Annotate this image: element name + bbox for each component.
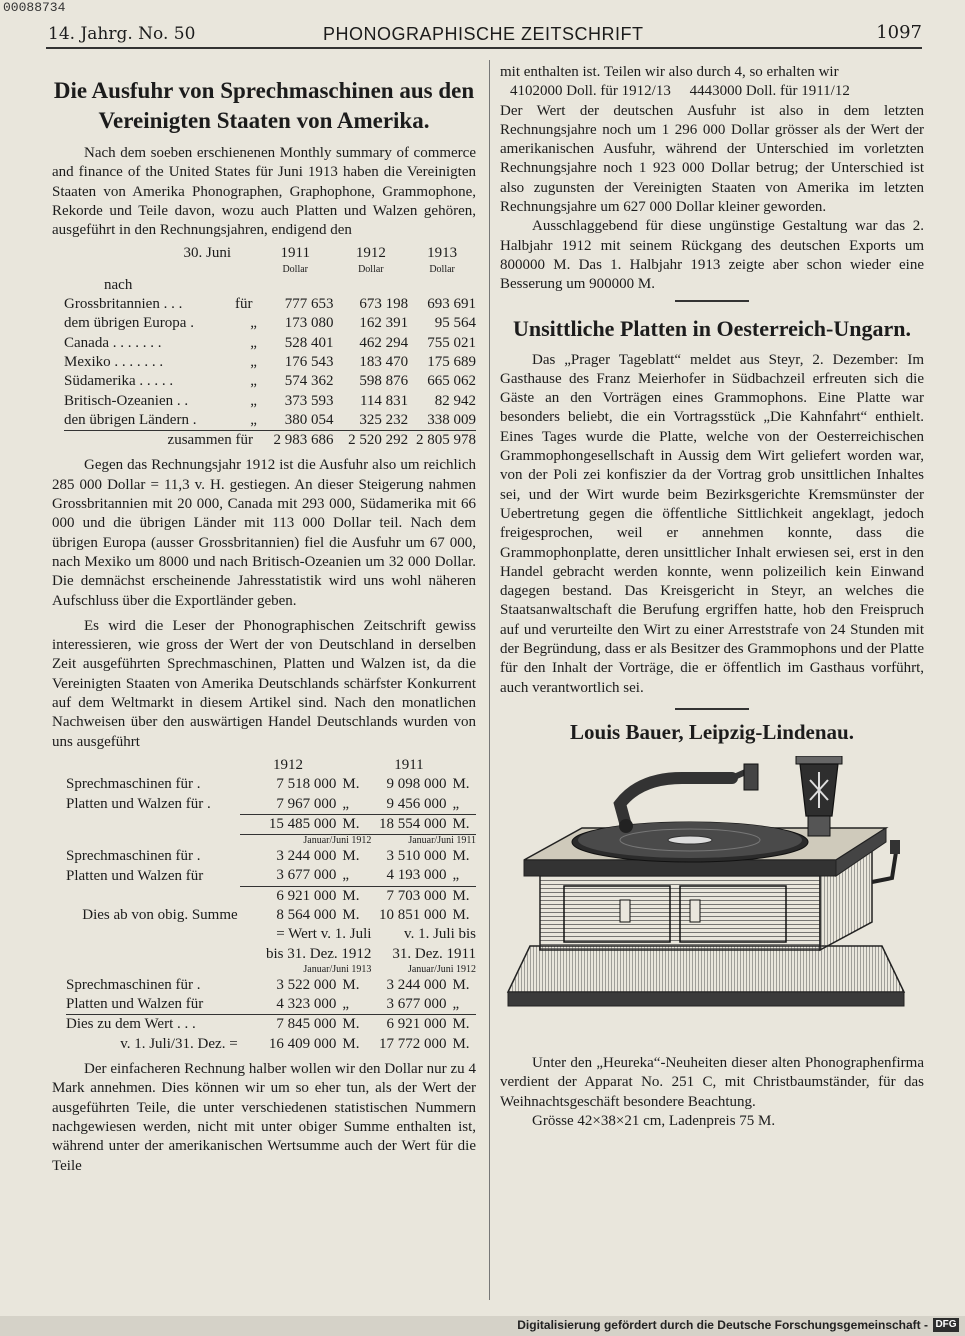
table-row: Dies zu dem Wert . . . 7 845 000 M. 6 921 000 M. <box>66 1015 476 1035</box>
table-row: Dies ab von obig. Summe 8 564 000 M. 10 851 000 M. <box>82 906 470 923</box>
table-row: Sprechmaschinen für . 7 518 000 M. 9 098 000 M. <box>66 776 470 793</box>
total-row: zusammen für 2 983 686 2 520 292 2 805 978 <box>64 431 476 451</box>
result-line: 4102000 Doll. für 1912/13 4443000 Doll. für 1911/12 <box>510 83 850 100</box>
german-export-table: 1912 1911 Sprechmaschinen für . 7 518 000 M. 9 098 000 M. Platten und Walzen für . 7 967 000 „ 9 456 000 „ 15 485 000 M. 18 554 000 M. Januar/Juni 1912 Januar/Juni 1911 Sprechmaschinen für . 3 244 000 M. 3 510 000 M. Platten und Walzen für 3 677 000 „ 4 193 000 „ 6 921 000 M. 7 703 000 M. Dies ab von obig. Summe 8 564 000 M. 10 851 000 M. = Wert v. 1. Juli v. 1. Juli bis bis 31. Dez. 1912 31. Dez. 1911 Januar/Juni 1913 Januar/Juni 1912 Sprechmaschinen für . 3 522 000 M. 3 244 000 M. Platten und Walzen für 4 323 000 „ 3 677 000 „ Dies zu dem Wert . . . 7 845 000 M. 6 921 000 M. v. 1. Juli/31. Dez. = 16 409 000 M. 17 772 000 M. <box>66 756 476 1054</box>
section-divider <box>675 708 749 710</box>
right-column <box>500 63 924 1131</box>
table-row: Sprechmaschinen für . 3 522 000 M. 3 244 000 M. <box>66 976 470 993</box>
table-row: Platten und Walzen für 3 677 000 „ 4 193 000 „ <box>66 867 460 884</box>
nach-label: nach <box>104 276 133 293</box>
table-row: dem übrigen Europa . „ 173 080 162 391 95 564 <box>64 315 476 332</box>
table-row: Canada . . . . . . . „ 528 401 462 294 755 021 <box>64 334 476 351</box>
advertisement <box>500 718 924 1131</box>
article-title: Unsittliche Platten in Oesterreich-Ungarn. <box>513 315 911 341</box>
dfg-logo: DFG <box>933 1318 959 1332</box>
table-row: den übrigen Ländern . „ 380 054 325 232 338 009 <box>64 411 476 428</box>
unit-label: Dollar <box>429 263 455 275</box>
paragraph: Ausschlaggebend für diese ungünstige Gestaltung war das 2. Halbjahr 1912 mit seinem Rückgang des deutschen Exports um 800000 M. Das 1. Halbjahr 1913 zeigte aber schon wieder eine Besserung um 900000 M. <box>500 218 924 293</box>
sum-row: 15 485 000 M. 18 554 000 M. <box>66 814 476 834</box>
year-header: 1912 <box>355 245 386 262</box>
intro-paragraph: Nach dem soeben erschienenen Monthly summary of commerce and finance of the United States für Juni 1913 haben die Vereinigten Staaten von Amerika Phonographen, Graphophone, Grammophone, Rekorde und Teile davon, wozu auch Platten und Walzen gehören, ausgeführt in den Rechnungsjahren, endigend den <box>52 145 476 239</box>
section-divider <box>675 300 749 302</box>
page-number: 1097 <box>876 22 922 43</box>
continued-text: mit enthalten ist. Teilen wir also durch 4, so erhalten wir <box>500 64 839 80</box>
advert-size-price: Grösse 42×38×21 cm, Ladenpreis 75 M. <box>532 1112 776 1129</box>
scan-id: 00088734 <box>3 0 66 15</box>
column-rule <box>489 60 490 1300</box>
article-body: Das „Prager Tageblatt“ meldet aus Steyr, 2. Dezember: Im Gasthause des Franz Meierhofer in Südbachzeil erfreuten sich die Gäste an den Vorträgen eines Grammophons. Eine Platte war besonders beliebt, die ein Vortragsstück „Die Kahnfahrt“ enthielt. Eines Tages wurde die Platte, welche von der Oesterreichischen Grammophongesellschaft in Aussig dem Wirt geliefert worden war, von der Poli zei konfiszier da der Vortrag grob unsittlichen Inhaltes sei, und der Wirt wurde beim Bezirksgerichte Kremsmünster der Uebertretung gegen die öffentliche Sittlichkeit angeklagt, jedoch freigesprochen, weil er annehmen konnte, dass die Grammophonplatte, deren unsittlicher Inhalt erwiesen sei, erst in den Handel gebracht werden konnte, wenn polizeilich kein Einwand dagegen bestand. Das Kreisgericht in Steyr, an welches die Staatsanwaltschaft die Berufung ergriffen hatte, hob den Freispruch auf und verurteilte den Wirt zu einer Arreststrafe von 24 Stunden mit der Begründung, dass er als Besitzer des Grammophons und der Platte für den Inhalt der Vorträge, die er öffentlich im Gasthaus vorführt, auch verantwortlich sei. <box>500 351 924 696</box>
paragraph: Gegen das Rechnungsjahr 1912 ist die Ausfuhr also um reichlich 285 000 Dollar = 11,3 v. H. gestiegen. An dieser Steigerung nahmen Grossbritannien mit 20 000, Canada mit 293 000, Südamerika mit 66 000 und die übrigen Länder mit 113 000 Dollar teil. Nach dem übrigen Europa (ausser Grossbritannien) fiel die Ausfuhr um 67 000, nach Mexiko um 8000 und nach Britisch-Ozeanien um 32 000 Dollar. Die demnächst erscheinende Jahresstatistik wird uns wohl näheren Aufschluss über die Exportländer geben. <box>52 457 476 609</box>
header-rule <box>46 47 922 49</box>
advert-caption: Unter den „Heureka“-Neuheiten dieser alten Phonographenfirma verdient der Apparat No. 251 C, mit Christbaumständer, für das Weihnachtsgeschäft besondere Beachtung. <box>500 1054 924 1110</box>
table-row: Platten und Walzen für 4 323 000 „ 3 677 000 „ <box>66 996 460 1013</box>
journal-title: PHONOGRAPHISCHE ZEITSCHRIFT <box>323 24 644 44</box>
footer-bar <box>0 1316 965 1336</box>
table-row: Sprechmaschinen für . 3 244 000 M. 3 510 000 M. <box>66 848 470 865</box>
date-label: 30. Juni <box>183 245 232 262</box>
year-header: 1911 <box>280 245 310 262</box>
table-row: Südamerika . . . . . „ 574 362 598 876 665 062 <box>64 373 476 390</box>
gramophone-illustration <box>500 756 924 1046</box>
table-row: Platten und Walzen für . 7 967 000 „ 9 456 000 „ <box>66 795 460 812</box>
running-header <box>48 22 922 48</box>
table-row: Britisch-Ozeanien . . „ 373 593 114 831 82 942 <box>64 392 476 409</box>
table-row: Grossbritannien . . . für 777 653 673 198 693 691 <box>64 296 476 313</box>
unit-label: Dollar <box>358 263 384 275</box>
continued-text: Der Wert der deutschen Ausfuhr ist also in dem letzten Rechnungsjahre noch um 1 296 000 Dollar grösser als der Wert der amerikanischen Ausfuhr, während der Unterschied im vorletzten Rechnungsjahre noch 1 923 000 Dollar betrug; der Unterschied ist also zugunsten der Vereinigten Staaten von Amerika im letzten Rechnungsjahre um 627 000 Dollar kleiner geworden. <box>500 102 924 216</box>
sum-row: 6 921 000 M. 7 703 000 M. <box>66 886 476 906</box>
advert-title: Louis Bauer, Leipzig-Lindenau. <box>570 719 854 744</box>
unit-label: Dollar <box>282 263 308 275</box>
table-row: Mexiko . . . . . . . „ 176 543 183 470 175 689 <box>64 353 476 370</box>
funding-note: Digitalisierung gefördert durch die Deutsche Forschungsgemeinschaft - <box>517 1318 928 1332</box>
left-column <box>52 72 476 1176</box>
paragraph: Der einfacheren Rechnung halber wollen wir den Dollar nur zu 4 Mark annehmen. Dies können wir um so eher tun, als der Wert der ausgeführten Teile, die unter verschiedenen statistischen Nummern nachgewiesen werden, nicht mit unter obiger Summe enthalten ist, während unter der amerikanischen Wertsumme auch der Wert für die Teile <box>52 1061 476 1174</box>
year-header: 1913 <box>427 245 458 262</box>
table-row: v. 1. Juli/31. Dez. = 16 409 000 M. 17 772 000 M. <box>120 1035 470 1052</box>
us-export-table <box>64 244 476 450</box>
article-title: Die Ausfuhr von Sprechmaschinen aus den Vereinigten Staaten von Amerika. <box>53 78 475 133</box>
issue-label: 14. Jahrg. No. 50 <box>48 24 196 44</box>
paragraph: Es wird die Leser der Phonographischen Zeitschrift gewiss interessieren, wie gross der Wert der von Deutschland in derselben Zeit ausgeführten Sprechmaschinen, Platten und Walzen ist, da die Vereinigten Staaten von Amerika Deutschlands schärfster Konkurrent auf dem Weltmarkt in diesem Artikel sind. Nach den monatlichen Nachweisen über den auswärtigen Handel Deutschlands wurden von uns ausgeführt <box>52 617 476 750</box>
